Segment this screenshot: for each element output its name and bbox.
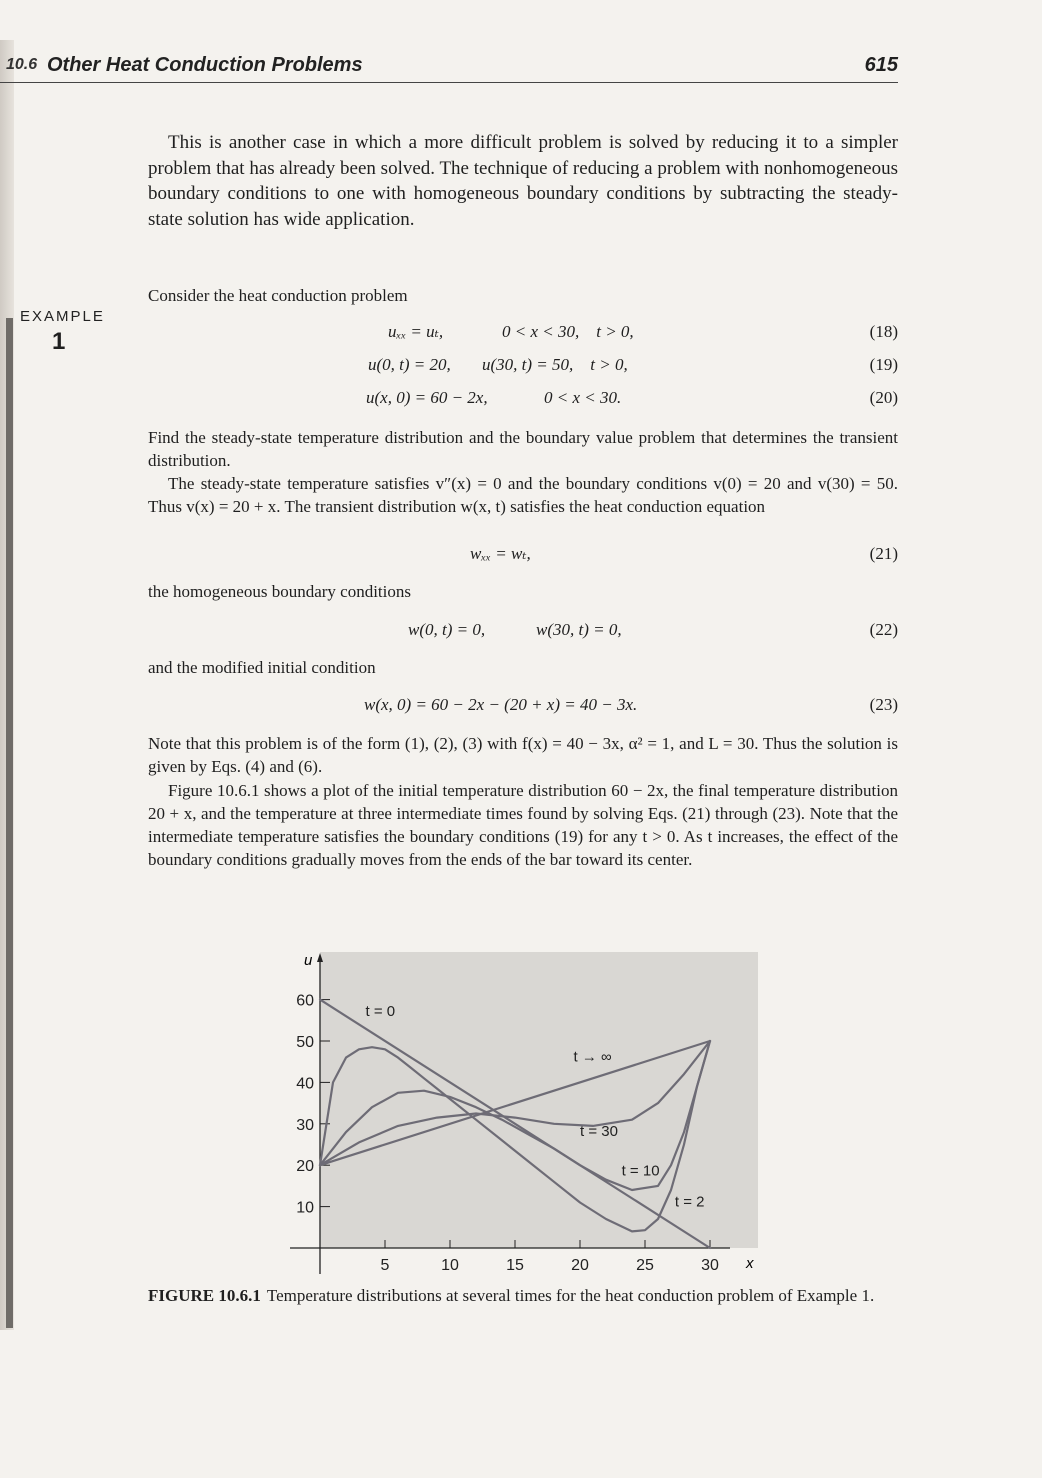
equation-right: u(30, t) = 50, t > 0,: [482, 355, 628, 374]
caption-label: FIGURE 10.6.1: [148, 1286, 261, 1305]
curve-label: t = 10: [621, 1162, 660, 1180]
running-header: [0, 52, 898, 83]
curve-label: t = 0: [365, 1003, 396, 1021]
y-axis-label: u: [304, 952, 313, 969]
y-tick-label: 20: [296, 1158, 314, 1176]
equation-left: uₓₓ = uₜ,: [388, 322, 444, 341]
x-tick-label: 15: [506, 1257, 524, 1274]
section-number: 10.6: [6, 56, 38, 73]
curve-label: t → ∞: [573, 1048, 612, 1066]
equation-number: (21): [869, 544, 898, 563]
equation-right: 0 < x < 30, t > 0,: [502, 322, 634, 341]
steady-state-text: The steady-state temperature satisfies v″(x) = 0 and the boundary conditions v(0) = 20 and v(30) = 50. Thus v(x) = 20 + x. The transient distribution w(x, t) satisfies the heat conduction equation: [148, 474, 898, 516]
figure-10-6-1: [290, 952, 758, 1274]
x-tick-label: 30: [701, 1257, 719, 1274]
page-number: 615: [864, 54, 898, 76]
curve-label: t = 2: [674, 1193, 705, 1211]
consider-text: Consider the heat conduction problem: [148, 286, 408, 305]
x-tick-label: 10: [441, 1257, 459, 1274]
equation-left: w(0, t) = 0,: [408, 620, 486, 639]
equation-number: (23): [869, 695, 898, 714]
y-tick-label: 10: [296, 1199, 314, 1217]
homogeneous-text: the homogeneous boundary conditions: [148, 582, 411, 601]
example-number: 1: [52, 328, 66, 355]
figure-caption: [148, 1284, 898, 1307]
equation-number: (22): [869, 620, 898, 639]
equation-left: u(x, 0) = 60 − 2x,: [366, 388, 488, 407]
equation-text: w(x, 0) = 60 − 2x − (20 + x) = 40 − 3x.: [364, 695, 638, 714]
x-tick-label: 25: [636, 1257, 654, 1274]
equation-number: (20): [869, 388, 898, 407]
modified-initial-text: and the modified initial condition: [148, 658, 376, 677]
temperature-plot: [290, 952, 758, 1274]
y-tick-label: 50: [296, 1034, 314, 1051]
equation-left: u(0, t) = 20,: [368, 355, 451, 374]
y-tick-label: 30: [296, 1116, 314, 1134]
example-label: EXAMPLE: [20, 308, 105, 325]
caption-text: Temperature distributions at several times for the heat conduction problem of Example 1.: [266, 1286, 875, 1305]
section-title: Other Heat Conduction Problems: [47, 54, 363, 76]
intro-paragraph: This is another case in which a more difficult problem is solved by reducing it to a simpler problem that has already been solved. The technique of reducing a problem with nonhomogeneous boundary conditions to one with homogeneous boundary conditions by subtracting the steady-state solution has wide application.: [148, 132, 898, 230]
find-text: Find the steady-state temperature distribution and the boundary value problem that determines the transient distribution.: [148, 428, 898, 470]
note-text: Note that this problem is of the form (1), (2), (3) with f(x) = 40 − 3x, α² = 1, and L = 30. Thus the solution is given by Eqs. (4) and (6).: [148, 734, 898, 776]
equation-number: (18): [869, 322, 898, 341]
x-axis-label: x: [746, 1255, 754, 1272]
equation-right: 0 < x < 30.: [544, 388, 622, 407]
y-tick-label: 60: [296, 992, 314, 1010]
figure-description-text: Figure 10.6.1 shows a plot of the initial temperature distribution 60 − 2x, the final temperature distribution 20 + x, and the temperature at three intermediate times found by solving Eqs. (21) through (23). Note that the intermediate temperature satisfies the boundary conditions (19) for any t > 0. As t increases, the effect of the boundary conditions gradually moves from the ends of the bar toward its center.: [148, 781, 898, 869]
equation-right: w(30, t) = 0,: [536, 620, 622, 639]
x-tick-label: 5: [380, 1257, 390, 1274]
y-tick-label: 40: [296, 1075, 314, 1093]
x-tick-label: 20: [571, 1257, 589, 1274]
example-side-bar: [6, 318, 13, 1328]
curve-label: t = 30: [580, 1123, 618, 1141]
equation-text: wₓₓ = wₜ,: [470, 544, 531, 563]
equation-number: (19): [869, 355, 898, 374]
